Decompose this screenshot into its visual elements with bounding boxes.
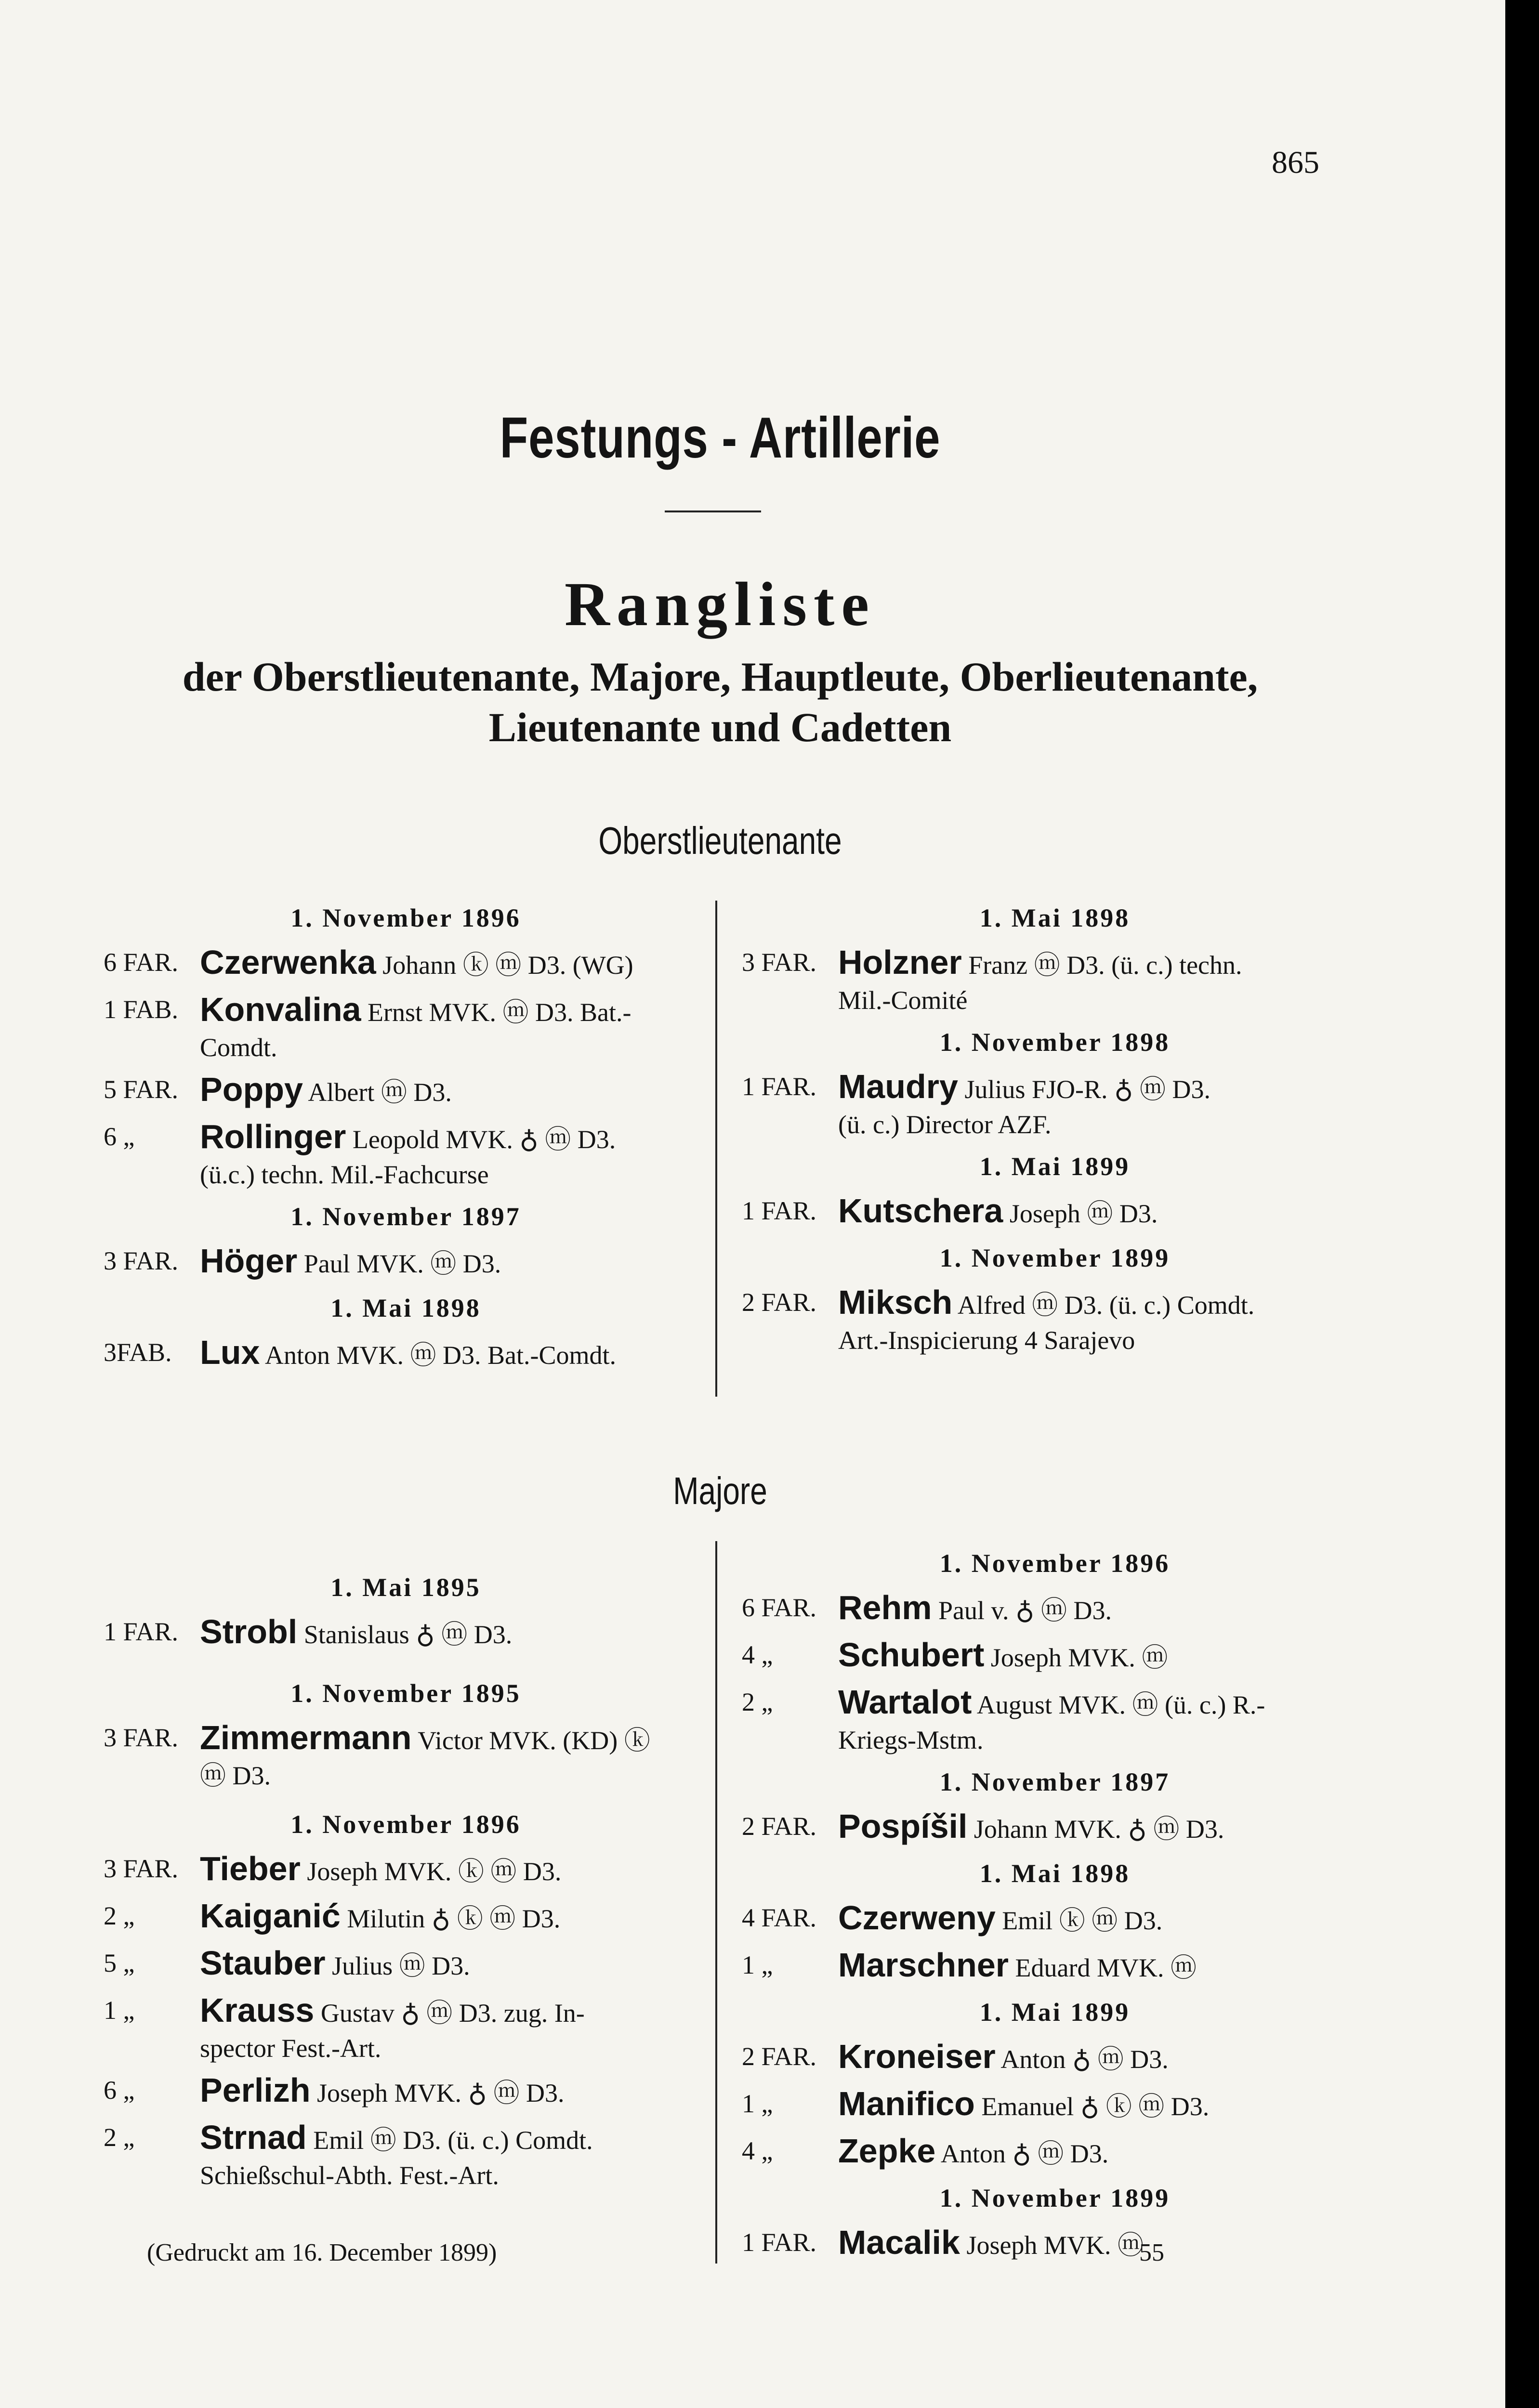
surname: Wartalot	[838, 1683, 972, 1721]
surname: Czerweny	[838, 1899, 996, 1937]
surname: Kroneiser	[838, 2038, 996, 2075]
entry-continuation: Kriegs-Mstm.	[838, 1726, 984, 1754]
details: Stanislaus ♁ ⓜ D3.	[297, 1620, 513, 1649]
unit: 3 FAR.	[104, 1246, 179, 1275]
officer-entry	[742, 1633, 1368, 1680]
promotion-date: 1. Mai 1899	[979, 1152, 1131, 1181]
page-title: Festungs - Artillerie	[500, 406, 941, 470]
surname: Marschner	[838, 1946, 1009, 1984]
surname: Konvalina	[200, 991, 361, 1028]
entry-continuation: Mil.-Comité	[838, 986, 968, 1015]
details: Milutin ♁ ⓚ ⓜ D3.	[340, 1904, 561, 1933]
unit: 1 FAB.	[104, 995, 179, 1024]
surname: Strobl	[200, 1613, 298, 1650]
surname: Poppy	[200, 1071, 303, 1108]
promotion-date: 1. November 1899	[939, 2184, 1171, 2212]
unit: 1 FAR.	[104, 1617, 179, 1646]
surname: Holzner	[838, 943, 962, 981]
officer-entry	[742, 940, 1368, 987]
surname: Miksch	[838, 1283, 953, 1321]
section-heading-oberstlieutenante: Oberstlieutenante	[598, 819, 842, 862]
officer-entry	[104, 940, 708, 987]
promotion-date: 1. November 1897	[290, 1202, 521, 1231]
officer-entry	[104, 1114, 708, 1162]
details: Paul MVK. ⓜ D3.	[297, 1249, 501, 1278]
officer-entry	[104, 2115, 708, 2162]
promotion-date: 1. Mai 1895	[330, 1573, 481, 1602]
surname: Maudry	[838, 1068, 958, 1105]
entry-continuation: (ü. c.) Director AZF.	[838, 1110, 1052, 1139]
unit: 1 „	[104, 1996, 135, 2025]
unit: 2 „	[104, 2123, 135, 2152]
details: Joseph MVK. ⓚ ⓜ D3.	[300, 1857, 562, 1886]
entry-continuation: spector Fest.-Art.	[200, 2034, 381, 2063]
surname: Kutschera	[838, 1192, 1003, 1230]
surname: Perlizh	[200, 2071, 311, 2109]
surname: Rollinger	[200, 1118, 346, 1155]
officer-entry	[104, 1330, 708, 1377]
officer-entry	[104, 1239, 708, 1286]
unit: 1 „	[742, 2089, 773, 2118]
entry-continuation: Schießschul-Abth. Fest.-Art.	[200, 2161, 499, 2190]
unit: 6 FAR.	[104, 948, 179, 977]
details: Emil ⓚ ⓜ D3.	[995, 1906, 1163, 1935]
title-rule	[665, 510, 761, 512]
officer-entry	[742, 1280, 1368, 1327]
oberst-right-column	[742, 896, 1368, 1360]
details: Victor MVK. (KD) ⓚ	[411, 1726, 650, 1755]
officer-entry	[104, 1610, 708, 1657]
surname: Rehm	[838, 1589, 932, 1626]
officer-entry	[104, 2068, 708, 2115]
details: Anton ♁ ⓜ D3.	[935, 2139, 1109, 2168]
unit: 5 „	[104, 1949, 135, 1977]
details: Paul v. ♁ ⓜ D3.	[932, 1596, 1112, 1625]
majore-left-column	[104, 1565, 708, 2195]
officer-entry	[104, 1846, 708, 1894]
officer-entry	[742, 1896, 1368, 1943]
surname: Krauss	[200, 1991, 315, 2029]
promotion-date: 1. November 1896	[939, 1549, 1171, 1578]
unit: 3FAB.	[104, 1338, 172, 1367]
entry-continuation: Comdt.	[200, 1033, 277, 1062]
details: Joseph MVK. ⓜ	[984, 1643, 1168, 1672]
entry-continuation: ⓜ D3.	[200, 1761, 271, 1790]
details: Albert ⓜ D3.	[303, 1078, 452, 1107]
details: Joseph ⓜ D3.	[1003, 1199, 1158, 1228]
surname: Strnad	[200, 2119, 307, 2156]
details: Alfred ⓜ D3. (ü. c.) Comdt.	[952, 1291, 1255, 1320]
officer-entry	[104, 987, 708, 1034]
unit: 3 FAR.	[104, 1854, 179, 1883]
officer-entry	[742, 2081, 1368, 2129]
unit: 2 FAR.	[742, 2042, 817, 2071]
surname: Zimmermann	[200, 1719, 412, 1756]
details: Julius FJO-R. ♁ ⓜ D3.	[958, 1075, 1210, 1104]
officer-entry	[742, 1943, 1368, 1990]
promotion-date: 1. November 1898	[939, 1028, 1171, 1057]
officer-entry	[742, 1064, 1368, 1112]
promotion-date: 1. November 1895	[290, 1679, 521, 1708]
unit: 2 FAR.	[742, 1288, 817, 1317]
officer-entry	[742, 2034, 1368, 2081]
surname: Czerwenka	[200, 943, 376, 981]
surname: Lux	[200, 1334, 260, 1371]
oberst-left-column	[104, 896, 708, 1377]
officer-entry	[742, 1680, 1368, 1727]
promotion-date: 1. November 1896	[290, 903, 521, 932]
officer-entry	[742, 1189, 1368, 1236]
majore-right-column	[742, 1541, 1368, 2267]
unit: 1 FAR.	[742, 2228, 817, 2257]
unit: 6 FAR.	[742, 1593, 817, 1622]
column-divider	[715, 1541, 717, 2264]
surname: Schubert	[838, 1636, 985, 1674]
unit: 4 FAR.	[742, 1903, 817, 1932]
subtitle-line-2: Lieutenante und Cadetten	[488, 704, 952, 750]
unit: 6 „	[104, 2076, 135, 2105]
surname: Höger	[200, 1242, 298, 1280]
officer-entry	[104, 1715, 708, 1763]
details: Anton MVK. ⓜ D3. Bat.-Comdt.	[260, 1341, 616, 1370]
entry-continuation: (ü.c.) techn. Mil.-Fachcurse	[200, 1160, 489, 1189]
officer-entry	[104, 1941, 708, 1988]
unit: 2 FAR.	[742, 1812, 817, 1841]
unit: 3 FAR.	[742, 948, 817, 977]
surname: Manifico	[838, 2085, 975, 2122]
officer-entry	[742, 1804, 1368, 1851]
surname: Stauber	[200, 1944, 326, 1982]
officer-entry	[742, 1585, 1368, 1633]
subtitle-line-1: der Oberstlieutenante, Majore, Hauptleute, Oberlieutenante,	[182, 654, 1258, 700]
officer-entry	[742, 2129, 1368, 2176]
promotion-date: 1. Mai 1898	[330, 1294, 481, 1322]
unit: 3 FAR.	[104, 1723, 179, 1752]
promotion-date: 1. Mai 1898	[979, 903, 1131, 932]
unit: 1 „	[742, 1950, 773, 1979]
unit: 4 „	[742, 1640, 773, 1669]
surname: Zepke	[838, 2132, 936, 2170]
officer-entry	[104, 1988, 708, 2035]
details: Emil ⓜ D3. (ü. c.) Comdt.	[306, 2126, 593, 2155]
details: August MVK. ⓜ (ü. c.) R.-	[972, 1690, 1265, 1719]
details: Eduard MVK. ⓜ	[1009, 1953, 1197, 1982]
details: Joseph MVK. ⓜ	[960, 2231, 1144, 2260]
details: Gustav ♁ ⓜ D3. zug. In-	[314, 1999, 585, 2028]
details: Joseph MVK. ♁ ⓜ D3.	[310, 2079, 565, 2107]
details: Leopold MVK. ♁ ⓜ D3.	[346, 1125, 616, 1154]
printed-date-note: (Gedruckt am 16. December 1899)	[147, 2239, 497, 2266]
details: Johann ⓚ ⓜ D3. (WG)	[376, 951, 633, 980]
promotion-date: 1. Mai 1898	[979, 1859, 1131, 1888]
sheet-number: 55	[1139, 2239, 1164, 2266]
column-divider	[715, 901, 717, 1397]
unit: 6 „	[104, 1122, 135, 1151]
promotion-date: 1. November 1896	[290, 1810, 521, 1839]
section-heading-majore: Majore	[673, 1469, 767, 1512]
details: Emanuel ♁ ⓚ ⓜ D3.	[974, 2092, 1210, 2121]
entry-continuation: Art.-Inspicierung 4 Sarajevo	[838, 1326, 1135, 1355]
details: Julius ⓜ D3.	[325, 1951, 470, 1980]
surname: Macalik	[838, 2224, 960, 2261]
page-number: 865	[1272, 145, 1319, 180]
surname: Kaiganić	[200, 1897, 341, 1935]
unit: 2 „	[742, 1688, 773, 1716]
details: Franz ⓜ D3. (ü. c.) techn.	[961, 951, 1242, 980]
surname: Pospíšil	[838, 1807, 968, 1845]
officer-entry	[742, 2220, 1368, 2267]
unit: 4 „	[742, 2136, 773, 2165]
promotion-date: 1. Mai 1899	[979, 1998, 1131, 2027]
surname: Tieber	[200, 1850, 301, 1887]
unit: 1 FAR.	[742, 1196, 817, 1225]
officer-entry	[104, 1894, 708, 1941]
details: Johann MVK. ♁ ⓜ D3.	[967, 1815, 1224, 1844]
unit: 5 FAR.	[104, 1075, 179, 1104]
unit: 2 „	[104, 1901, 135, 1930]
details: Anton ♁ ⓜ D3.	[995, 2045, 1169, 2074]
list-heading: Rangliste	[565, 570, 876, 639]
promotion-date: 1. November 1897	[939, 1767, 1171, 1796]
unit: 1 FAR.	[742, 1072, 817, 1101]
officer-entry	[104, 1067, 708, 1114]
promotion-date: 1. November 1899	[939, 1243, 1171, 1272]
details: Ernst MVK. ⓜ D3. Bat.-	[361, 998, 631, 1027]
